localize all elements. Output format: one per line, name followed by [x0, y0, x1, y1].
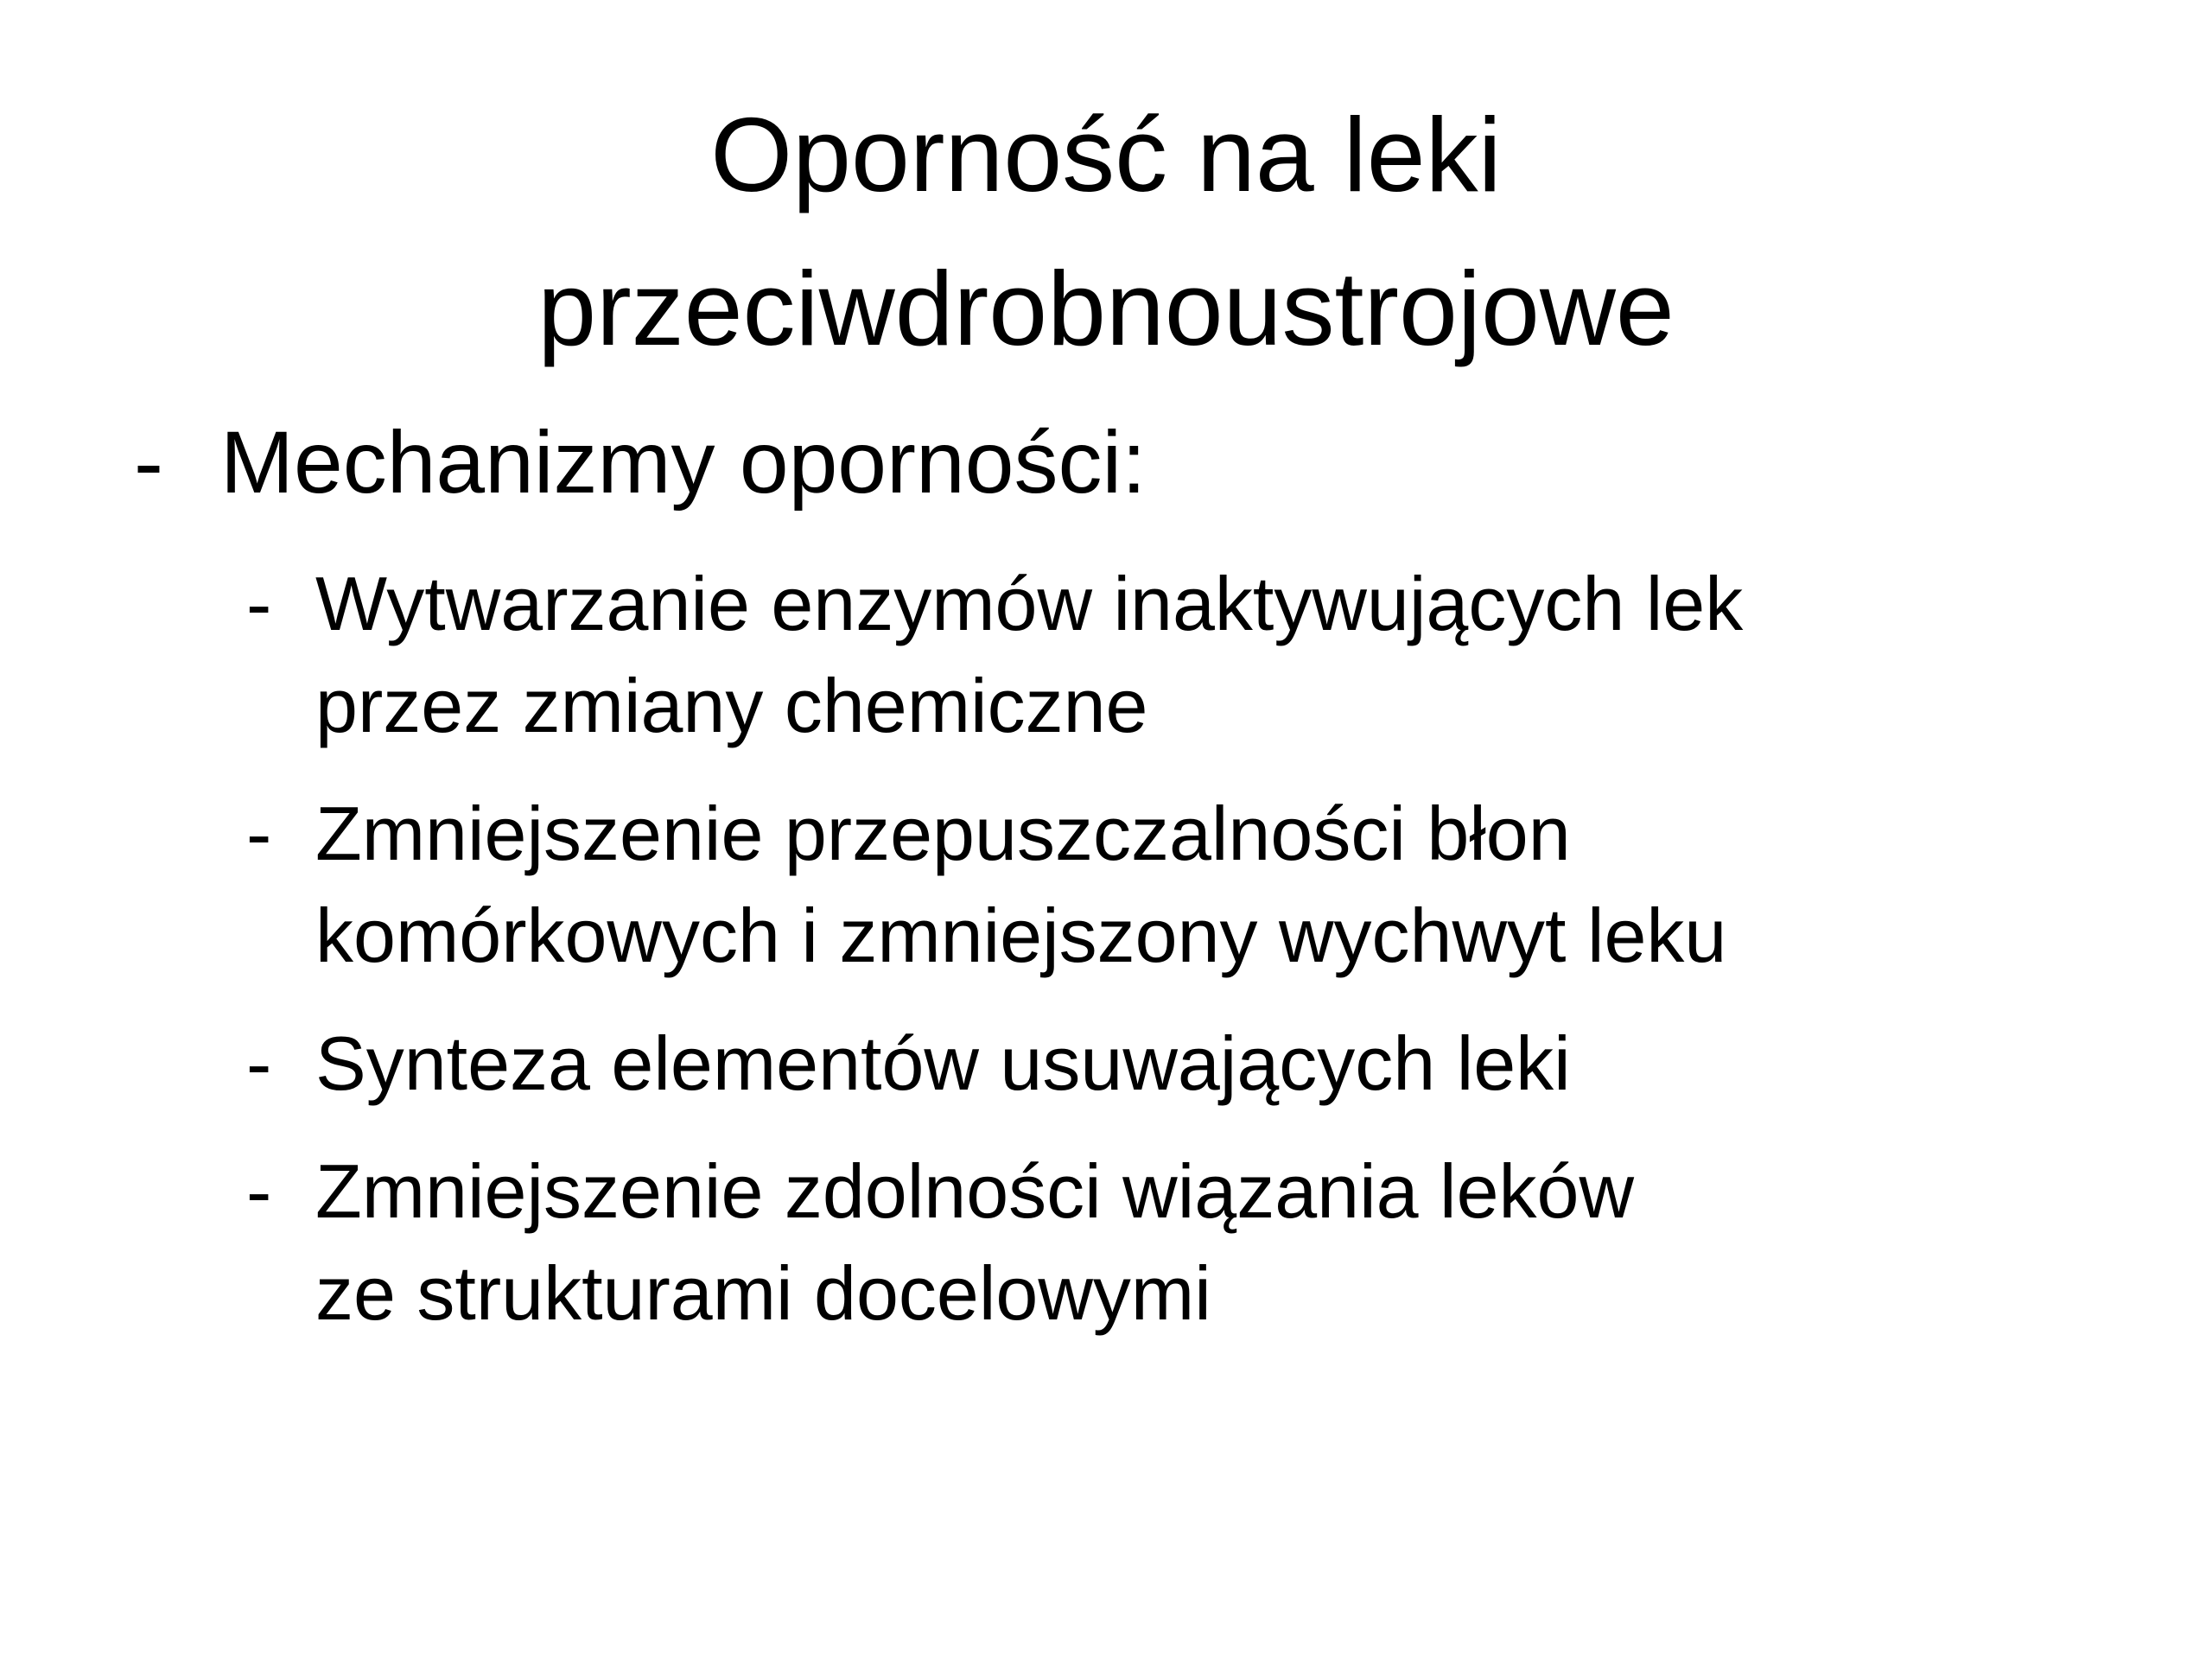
sub-bullet-text [315, 783, 2147, 987]
sub-bullet-text [315, 1141, 2147, 1344]
bullet-dash: - [134, 413, 163, 512]
sub-bullet-item [246, 1013, 2147, 1115]
bullet-dash: - [246, 561, 272, 646]
bullet-dash: - [246, 791, 272, 876]
sub-bullet-line-2: komórkowych i zmniejszony wychwyt leku [315, 893, 1727, 978]
main-bullet-text: Mechanizmy oporności: [220, 413, 1147, 512]
sub-bullet-line-1: Zmniejszenie zdolności wiązania leków [315, 1148, 1635, 1234]
sub-bullet-text [315, 553, 2147, 757]
sub-bullet-list [246, 553, 2147, 1370]
slide-title-line-1: Oporność na leki [710, 96, 1502, 213]
sub-bullet-line-2: ze strukturami docelowymi [315, 1250, 1211, 1336]
sub-bullet-item [246, 553, 2147, 757]
sub-bullet-line-1: Wytwarzanie enzymów inaktywujących lek [315, 561, 1744, 646]
slide-title [285, 78, 1927, 385]
sub-bullet-line-1: Zmniejszenie przepuszczalności błon [315, 791, 1571, 876]
sub-bullet-text [315, 1013, 2147, 1115]
bullet-dash: - [246, 1148, 272, 1234]
bullet-dash: - [246, 1020, 272, 1106]
slide-title-line-2: przeciwdrobnoustrojowe [537, 250, 1675, 367]
sub-bullet-line-2: przez zmiany chemiczne [315, 663, 1148, 748]
sub-bullet-line-1: Synteza elementów usuwających leki [315, 1020, 1571, 1106]
sub-bullet-item [246, 1141, 2147, 1344]
sub-bullet-item [246, 783, 2147, 987]
